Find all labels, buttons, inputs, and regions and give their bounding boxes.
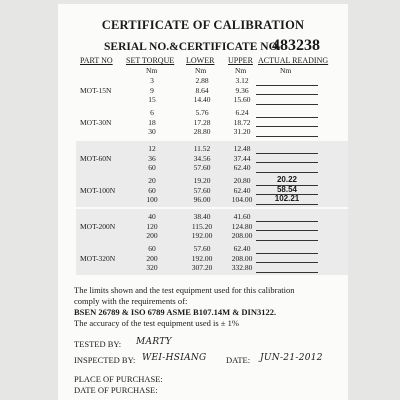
certificate-title: CERTIFICATE OF CALIBRATION — [101, 18, 305, 32]
serial-label: SERIAL NO.&CERTIFICATE NO. — [104, 41, 281, 53]
upper-limit-cell: 12.48 — [233, 144, 251, 153]
actual-reading-line — [256, 162, 318, 163]
actual-reading-line — [256, 272, 318, 273]
tested-by-signature: MARTY — [136, 337, 172, 347]
upper-limit-cell: 20.80 — [233, 176, 251, 185]
actual-reading-line — [256, 85, 318, 86]
unit-set-torque: Nm — [146, 66, 158, 75]
statement-line-1: The limits shown and the test equipment used for this calibration — [74, 285, 295, 295]
actual-reading-line — [256, 221, 318, 222]
lower-limit-cell: 115.20 — [191, 221, 213, 231]
set-torque-cell: 120 — [146, 221, 158, 231]
upper-limit-cell: 62.40 — [233, 244, 251, 253]
set-torque-cell: 36 — [148, 153, 156, 163]
actual-reading-line — [256, 230, 318, 231]
upper-limit-cell: 208.00 — [231, 253, 253, 263]
set-torque-cell: 200 — [146, 231, 158, 241]
set-torque-cell: 30 — [148, 127, 156, 137]
upper-limit-cell: 3.12 — [235, 76, 249, 85]
part-number: MOT-60N — [80, 153, 112, 163]
inspected-by-label: INSPECTED BY: — [74, 355, 136, 365]
upper-limit-cell: 9.36 — [235, 85, 249, 95]
upper-limit-cell: 18.72 — [233, 117, 251, 127]
set-torque-cell: 60 — [148, 244, 156, 253]
upper-limit-cell: 62.40 — [233, 185, 251, 195]
date-value: JUN-21-2012 — [260, 353, 323, 363]
lower-limit-cell: 8.64 — [195, 85, 209, 95]
set-torque-cell: 320 — [146, 263, 158, 273]
part-number: MOT-30N — [80, 117, 112, 127]
actual-reading-line — [256, 117, 318, 118]
date-of-purchase-label: DATE OF PURCHASE: — [74, 385, 158, 395]
header-actual-reading: ACTUAL READING — [258, 56, 329, 65]
actual-reading-line — [256, 204, 318, 205]
set-torque-cell: 18 — [148, 117, 156, 127]
part-number: MOT-320N — [80, 253, 116, 263]
set-torque-cell: 6 — [150, 108, 154, 117]
upper-limit-cell: 6.24 — [235, 108, 249, 117]
set-torque-cell: 40 — [148, 212, 156, 221]
certificate-sheet — [58, 4, 348, 400]
actual-reading-line — [256, 153, 318, 154]
upper-limit-cell: 15.60 — [233, 95, 251, 105]
lower-limit-cell: 192.00 — [191, 253, 213, 263]
upper-limit-cell: 124.80 — [231, 221, 253, 231]
set-torque-cell: 15 — [148, 95, 156, 105]
unit-actual: Nm — [280, 66, 292, 75]
lower-limit-cell: 17.28 — [193, 117, 211, 127]
actual-reading-line — [256, 262, 318, 263]
lower-limit-cell: 307.20 — [191, 263, 213, 273]
lower-limit-cell: 96.00 — [193, 195, 211, 205]
lower-limit-cell: 57.60 — [193, 244, 211, 253]
serial-number: 483238 — [272, 37, 320, 54]
set-torque-cell: 100 — [146, 195, 158, 205]
accuracy-text: The accuracy of the test equipment used is ± 1% — [74, 318, 239, 328]
set-torque-cell: 9 — [150, 85, 154, 95]
lower-limit-cell: 2.88 — [195, 76, 209, 85]
tested-by-label: TESTED BY: — [74, 339, 122, 349]
upper-limit-cell: 104.00 — [231, 195, 253, 205]
upper-limit-cell: 31.20 — [233, 127, 251, 137]
set-torque-cell: 60 — [148, 163, 156, 173]
part-number: MOT-100N — [80, 185, 116, 195]
lower-limit-cell: 192.00 — [191, 231, 213, 241]
actual-reading-line — [256, 104, 318, 105]
lower-limit-cell: 19.20 — [193, 176, 211, 185]
lower-limit-cell: 57.60 — [193, 163, 211, 173]
header-lower: LOWER — [186, 56, 215, 65]
lower-limit-cell: 14.40 — [193, 95, 211, 105]
part-number: MOT-15N — [80, 85, 112, 95]
unit-upper: Nm — [235, 66, 247, 75]
actual-reading-cell: 20.22 — [276, 175, 298, 184]
header-part-no: PART NO — [80, 56, 113, 65]
actual-reading-line — [256, 94, 318, 95]
set-torque-cell: 60 — [148, 185, 156, 195]
upper-limit-cell: 37.44 — [233, 153, 251, 163]
date-label: DATE: — [226, 355, 251, 365]
inspected-by-signature: WEI-HSIANG — [142, 353, 207, 363]
header-set-torque: SET TORQUE — [126, 56, 175, 65]
statement-line-2: comply with the requirements of: — [74, 296, 188, 306]
set-torque-cell: 3 — [150, 76, 154, 85]
upper-limit-cell: 208.00 — [231, 231, 253, 241]
set-torque-cell: 200 — [146, 253, 158, 263]
set-torque-cell: 20 — [148, 176, 156, 185]
actual-reading-cell: 102.21 — [274, 194, 300, 204]
set-torque-cell: 12 — [148, 144, 156, 153]
lower-limit-cell: 11.52 — [193, 144, 211, 153]
actual-reading-line — [256, 126, 318, 127]
actual-reading-line — [256, 136, 318, 137]
upper-limit-cell: 62.40 — [233, 163, 251, 173]
actual-reading-cell: 58.54 — [276, 184, 298, 194]
header-upper: UPPER — [228, 56, 253, 65]
lower-limit-cell: 28.80 — [193, 127, 211, 137]
lower-limit-cell: 57.60 — [193, 185, 211, 195]
actual-reading-line — [256, 253, 318, 254]
upper-limit-cell: 41.60 — [233, 212, 251, 221]
place-of-purchase-label: PLACE OF PURCHASE: — [74, 374, 163, 384]
part-number: MOT-200N — [80, 221, 116, 231]
lower-limit-cell: 38.40 — [193, 212, 211, 221]
lower-limit-cell: 34.56 — [193, 153, 211, 163]
upper-limit-cell: 332.80 — [231, 263, 253, 273]
standards-text: BSEN 26789 & ISO 6789 ASME B107.14M & DIN3122. — [74, 307, 277, 317]
unit-lower: Nm — [195, 66, 207, 75]
lower-limit-cell: 5.76 — [195, 108, 209, 117]
